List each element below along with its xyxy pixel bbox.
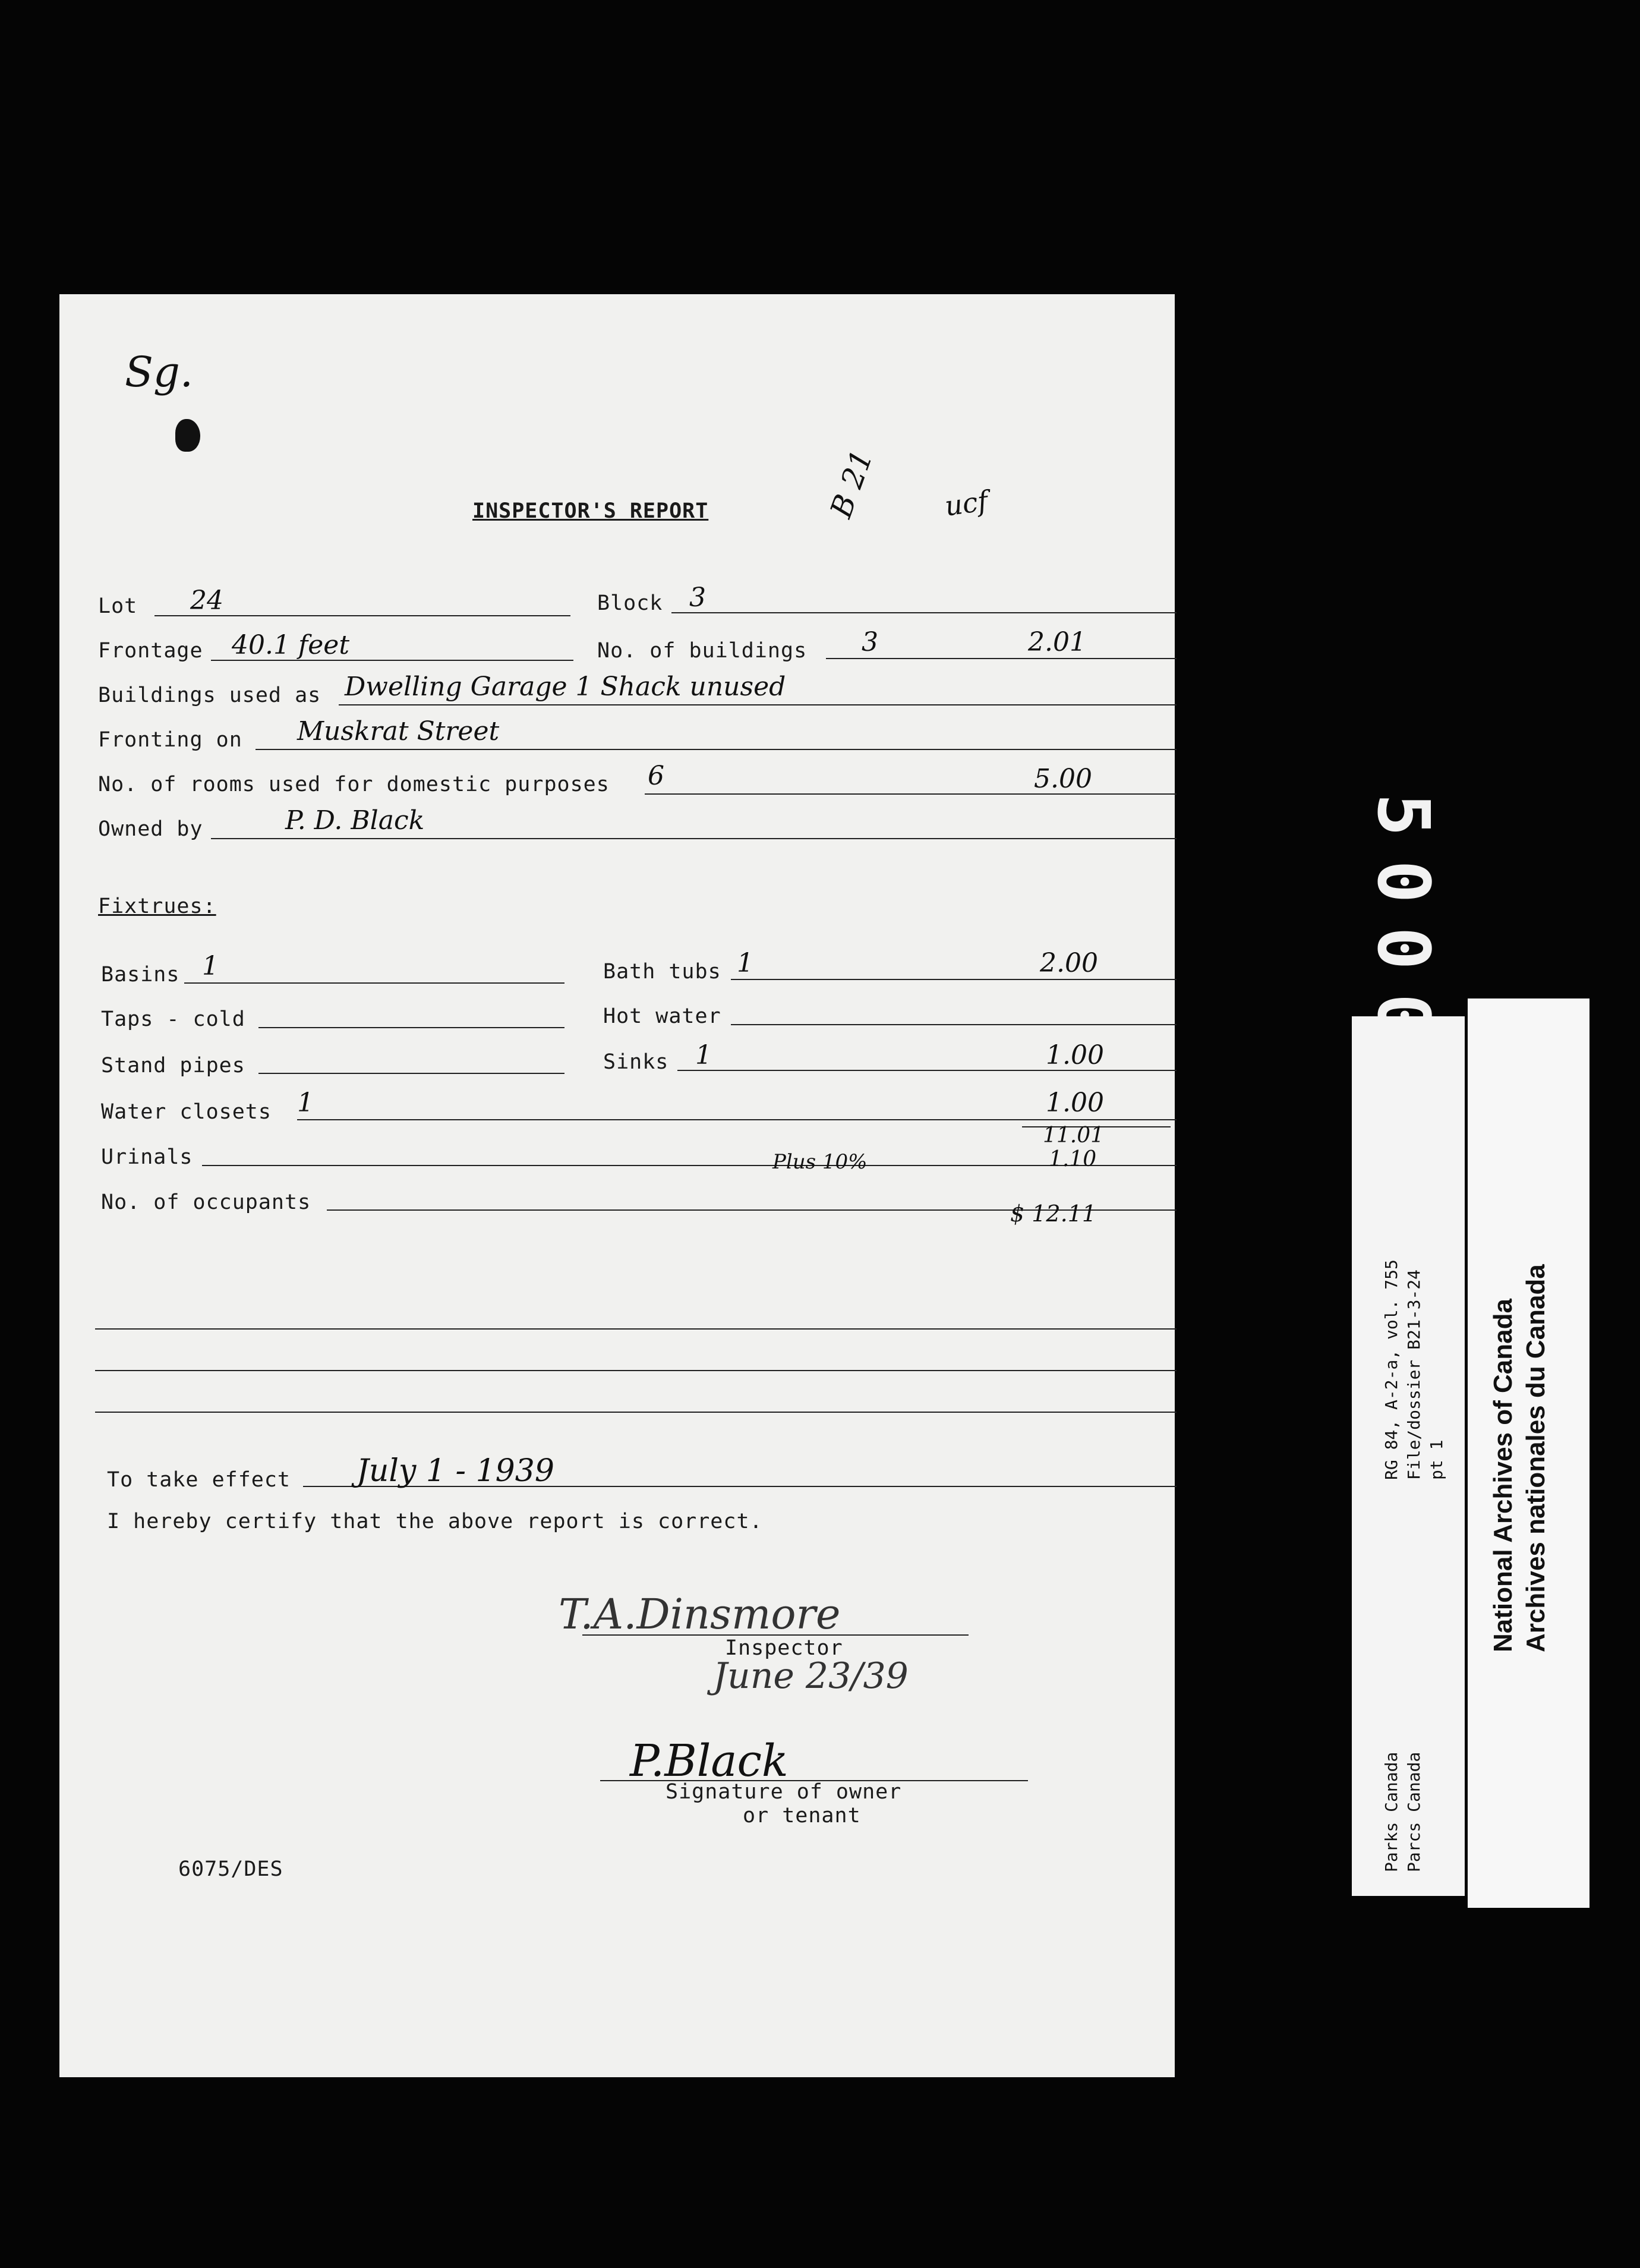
taps-label: Taps - cold: [101, 1007, 245, 1031]
rooms-amount: 5.00: [1034, 764, 1092, 794]
basins-label: Basins: [101, 963, 180, 987]
urinals-label: Urinals: [101, 1145, 193, 1169]
buildings-value: 3: [862, 627, 878, 657]
label-ref-line3: pt 1: [1427, 1439, 1446, 1480]
owned-value: P. D. Black: [285, 805, 425, 836]
blank-line-2: [95, 1370, 1177, 1371]
sinks-amount: 1.00: [1046, 1040, 1104, 1070]
closets-label: Water closets: [101, 1100, 272, 1124]
lot-value: 24: [190, 585, 223, 616]
frontage-value: 40.1 feet: [232, 630, 349, 660]
initials-mark: ucf: [942, 484, 990, 522]
closets-value: 1: [297, 1088, 314, 1118]
block-line: [671, 612, 1177, 613]
hotwater-label: Hot water: [603, 1004, 721, 1028]
fronting-value: Muskrat Street: [297, 716, 500, 746]
inspector-line: [582, 1634, 969, 1636]
used-as-label: Buildings used as: [98, 683, 321, 707]
owner-signature: P.Black: [630, 1735, 789, 1787]
report-title: INSPECTOR'S REPORT: [472, 499, 709, 523]
buildings-amount: 2.01: [1028, 627, 1086, 657]
closets-amount: 1.00: [1046, 1088, 1104, 1118]
label-parks-fr: Parcs Canada: [1404, 1752, 1424, 1872]
owned-label: Owned by: [98, 817, 203, 841]
used-as-line: [339, 704, 1177, 705]
label-ref-line2: File/dossier B21-3-24: [1404, 1269, 1424, 1480]
inspector-label: Inspector: [725, 1636, 843, 1660]
block-label: Block: [597, 591, 663, 615]
buildings-line: [826, 658, 1177, 659]
bathtubs-value: 1: [737, 948, 753, 978]
archive-reference-label: [1352, 1016, 1465, 1896]
lot-label: Lot: [98, 594, 138, 618]
archives-fr: Archives nationales du Canada: [1521, 1264, 1550, 1652]
frontage-label: Frontage: [98, 639, 203, 663]
closets-line: [297, 1119, 1177, 1120]
blank-line-3: [95, 1412, 1177, 1413]
fronting-label: Fronting on: [98, 728, 242, 752]
sinks-label: Sinks: [603, 1050, 669, 1074]
file-mark: B 21: [823, 445, 880, 522]
inspector-signature: T.A.Dinsmore: [559, 1590, 841, 1639]
used-as-value: Dwelling Garage 1 Shack unused: [345, 672, 786, 702]
plus-amount: 1.10: [1049, 1147, 1097, 1171]
national-archives-label: [1468, 998, 1589, 1908]
hotwater-line: [731, 1024, 1177, 1025]
bathtubs-amount: 2.00: [1040, 948, 1098, 978]
rooms-line: [645, 793, 1177, 795]
standpipes-line: [258, 1073, 564, 1074]
bathtubs-label: Bath tubs: [603, 960, 721, 984]
block-value: 3: [689, 582, 706, 613]
effect-value: July 1 - 1939: [357, 1453, 554, 1489]
corner-mark: Sg.: [125, 348, 194, 396]
total-amount: $ 12.11: [1010, 1201, 1097, 1227]
owner-label-1: Signature of owner: [666, 1780, 902, 1804]
basins-value: 1: [202, 951, 219, 981]
rooms-label: No. of rooms used for domestic purposes: [98, 773, 610, 796]
fronting-line: [256, 749, 1177, 750]
occupants-label: No. of occupants: [101, 1190, 311, 1214]
rooms-value: 6: [648, 761, 664, 791]
label-parks-en: Parks Canada: [1382, 1752, 1401, 1872]
inspector-date: June 23/39: [713, 1655, 909, 1697]
owned-line: [211, 838, 1177, 839]
blank-line-1: [95, 1328, 1177, 1330]
certify-text: I hereby certify that the above report is correct.: [107, 1510, 763, 1533]
bathtubs-line: [731, 979, 1177, 980]
plus-note: Plus 10%: [772, 1150, 868, 1174]
form-number: 6075/DES: [178, 1857, 283, 1881]
fixtures-heading: Fixtrues:: [98, 894, 216, 918]
owner-label-2: or tenant: [743, 1804, 861, 1828]
report-page: [59, 294, 1175, 2077]
urinals-line: [202, 1165, 1177, 1166]
effect-label: To take effect: [107, 1468, 291, 1492]
standpipes-label: Stand pipes: [101, 1054, 245, 1078]
sinks-value: 1: [695, 1040, 712, 1070]
taps-line: [258, 1027, 564, 1028]
archives-en: National Archives of Canada: [1488, 1299, 1518, 1652]
buildings-label: No. of buildings: [597, 639, 808, 663]
label-ref-line1: RG 84, A-2-a, vol. 755: [1382, 1259, 1401, 1480]
basins-line: [184, 982, 564, 984]
subtotal-amount: 11.01: [1043, 1123, 1105, 1148]
ink-blot: [175, 419, 200, 452]
